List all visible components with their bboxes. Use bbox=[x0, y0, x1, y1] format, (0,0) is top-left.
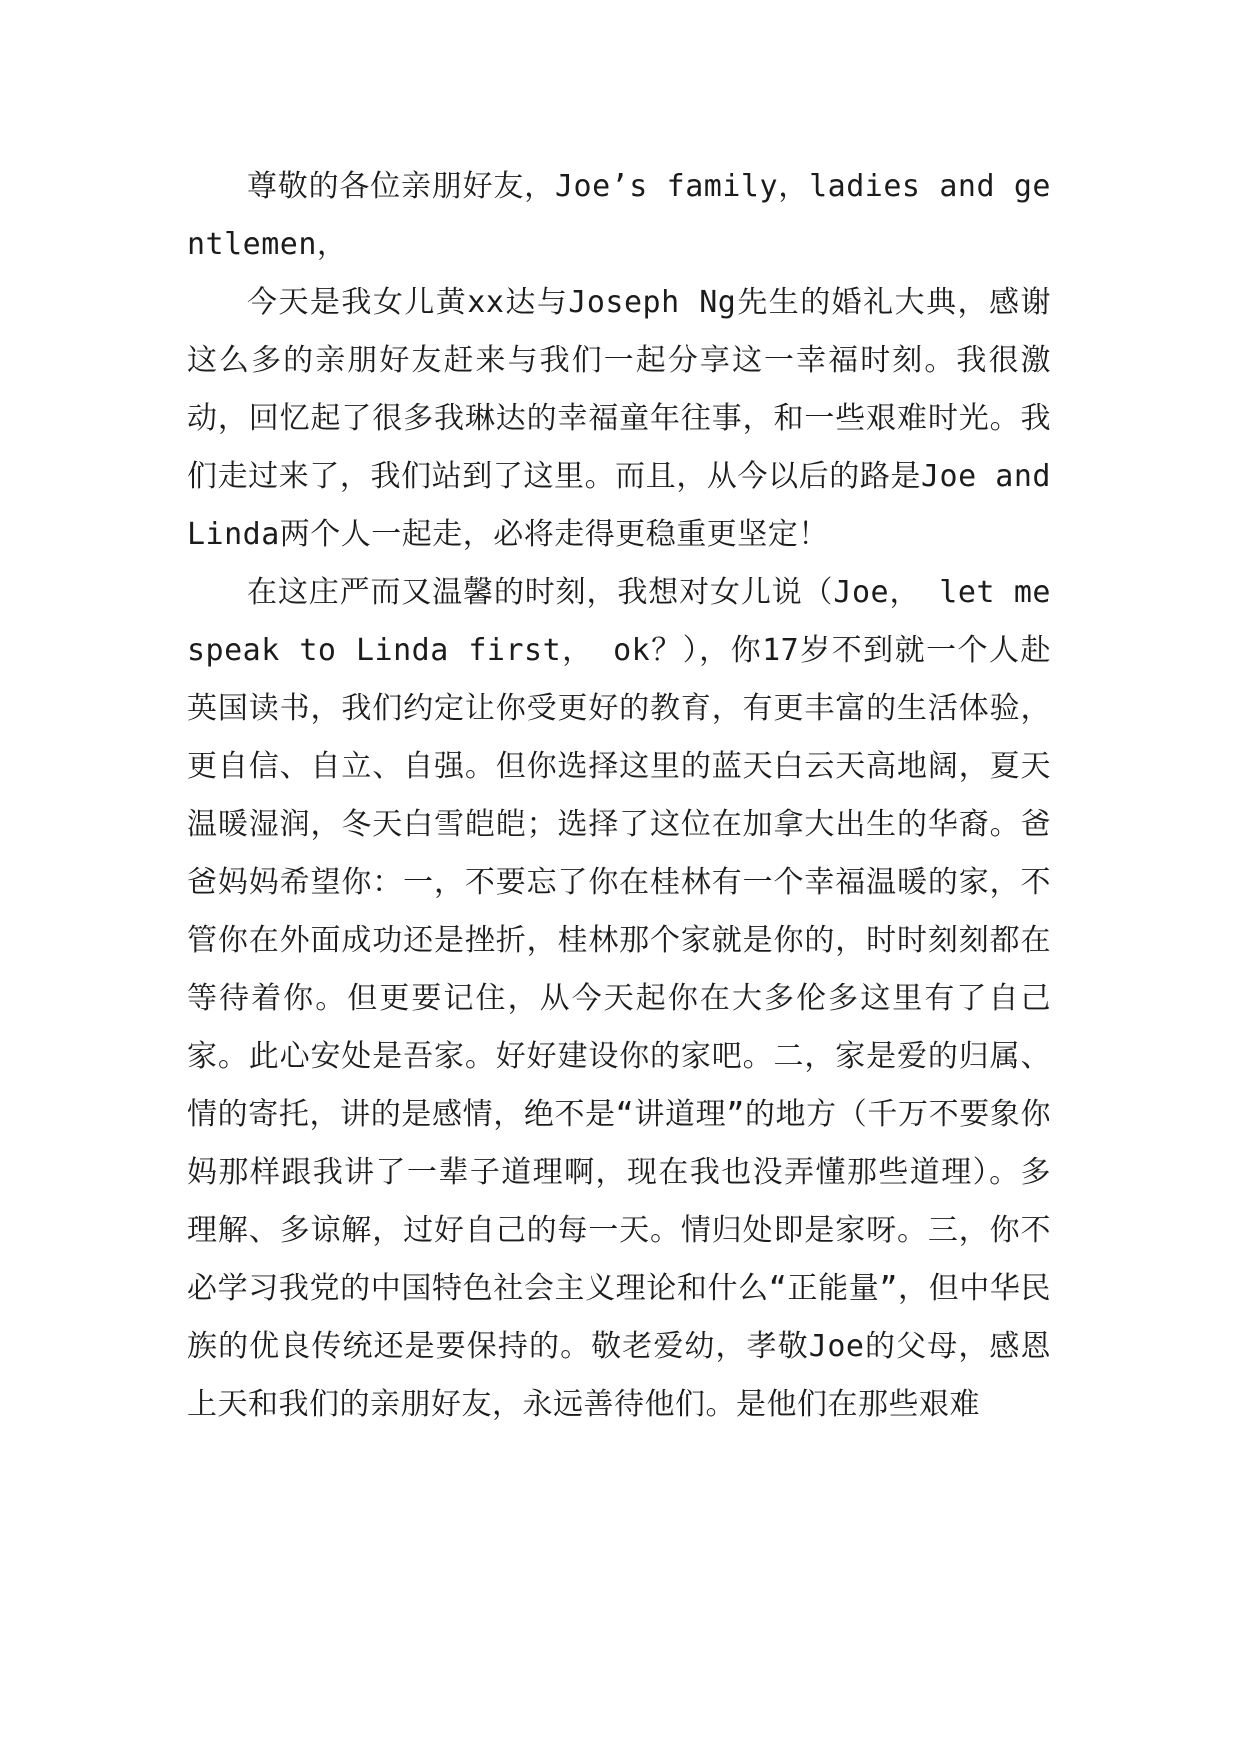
paragraph-message-to-daughter: 在这庄严而又温馨的时刻，我想对女儿说（Joe， let me speak to Linda first， ok？），你17岁不到就一个人赴英国读书，我们约定让你受更好的教育，有更丰富的生活体验，更自信、自立、自强。但你选择这里的蓝天白云天高地阔，夏天温暖湿润，冬天白雪皑皑；选择了这位在加拿大出生的华裔。爸爸妈妈希望你：一，不要忘了你在桂林有一个幸福温暖的家，不管你在外面成功还是挫折，桂林那个家就是你的，时时刻刻都在等待着你。但更要记住，从今天起你在大多伦多这里有了自己家。此心安处是吾家。好好建设你的家吧。二，家是爱的归属、情的寄托，讲的是感情，绝不是“讲道理”的地方（千万不要象你妈那样跟我讲了一辈子道理啊，现在我也没弄懂那些道理）。多理解、多谅解，过好自己的每一天。情归处即是家呀。三，你不必学习我党的中国特色社会主义理论和什么“正能量”，但中华民族的优良传统还是要保持的。敬老爱幼，孝敬Joe的父母，感恩上天和我们的亲朋好友，永远善待他们。是他们在那些艰难 bbox=[187, 575, 1051, 1422]
body-text bbox=[187, 158, 1051, 1434]
paragraph-wedding-intro: 今天是我女儿黄xx达与Joseph Ng先生的婚礼大典，感谢这么多的亲朋好友赶来与我们一起分享这一幸福时刻。我很激动，回忆起了很多我琳达的幸福童年往事，和一些艰难时光。我们走过来了，我们站到了这里。而且，从今以后的路是Joe and Linda两个人一起走，必将走得更稳重更坚定！ bbox=[187, 285, 1051, 552]
paragraph-greeting: 尊敬的各位亲朋好友，Joe’s family，ladies and gentlemen， bbox=[187, 169, 1051, 262]
